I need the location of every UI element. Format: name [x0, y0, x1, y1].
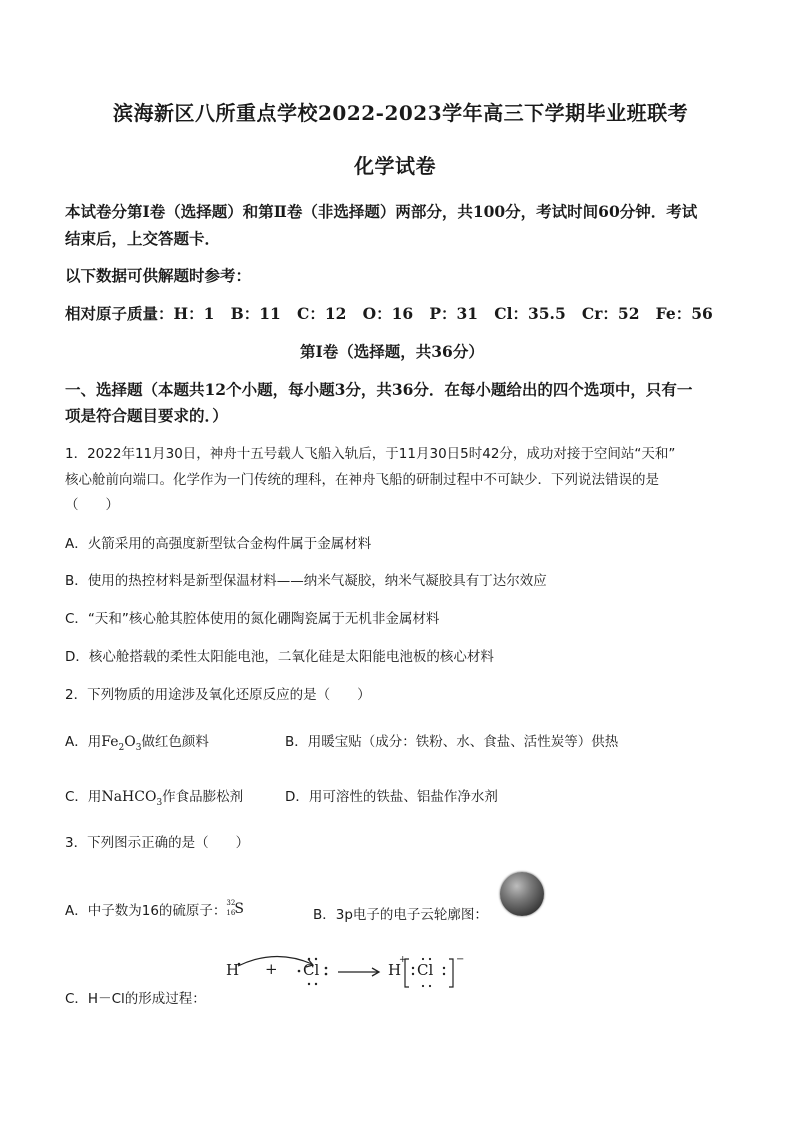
q1-stem-line-3: （ ） [65, 497, 119, 513]
intro-line-1: 本试卷分第Ⅰ卷（选择题）和第Ⅱ卷（非选择题）两部分，共100分，考试时间60分钟．考试 [65, 202, 698, 221]
section-heading: 第Ⅰ卷（选择题，共36分） [300, 342, 484, 361]
electron-cloud-sphere-icon [500, 872, 544, 916]
section-instruction-1: 一、选择题（本题共12个小题，每小题3分，共36分．在每小题给出的四个选项中，只有一 [65, 380, 693, 399]
q1-stem-line-2: 核心舱前向端口。化学作为一门传统的理科，在神舟飞船的研制过程中不可缺少．下列说法错误的是 [65, 472, 659, 488]
q3-option-b: B．3p电子的电子云轮廓图： [313, 907, 488, 923]
q3-option-c: C．H－Cl的形成过程： [65, 991, 206, 1007]
q2-option-b: B．用暖宝贴（成分：铁粉、水、食盐、活性炭等）供热 [285, 734, 619, 750]
q3-option-a: A．中子数为16的硫原子： 32 16 S [65, 899, 245, 919]
q3-stem: 3．下列图示正确的是（ ） [65, 835, 250, 851]
q2-option-a: A．用$Fe_2O_3$做红色颜料 [65, 734, 209, 753]
q1-option-b: B．使用的热控材料是新型保温材料——纳米气凝胶，纳米气凝胶具有丁达尔效应 [65, 573, 547, 589]
exam-subtitle: 化学试卷 [354, 154, 436, 178]
q1-option-c: C．“天和”核心舱其腔体使用的氮化硼陶瓷属于无机非金属材料 [65, 611, 440, 627]
q1-option-d: D．核心舱搭载的柔性太阳能电池，二氧化硅是太阳能电池板的核心材料 [65, 649, 494, 665]
exam-title: 滨海新区八所重点学校2022-2023学年高三下学期毕业班联考 [113, 101, 689, 125]
sulfur-nuclide: 32 16 S [226, 899, 245, 917]
atomic-masses: 相对原子质量：H：1 B：11 C：12 O：16 P：31 Cl：35.5 Cr：52 Fe：56 [65, 304, 713, 323]
intro-line-2: 结束后，上交答题卡． [65, 229, 221, 248]
q1-option-a: A．火箭采用的高强度新型钛合金构件属于金属材料 [65, 536, 372, 552]
q2-option-d: D．用可溶性的铁盐、铝盐作净水剂 [285, 789, 498, 805]
q1-stem-line-1: 1．2022年11月30日，神舟十五号载人飞船入轨后，于11月30日5时42分，成功对接于空间站“天和” [65, 446, 676, 462]
hcl-formation-diagram: H + Cl H + Cl − [220, 950, 470, 1002]
reference-note: 以下数据可供解题时参考： [65, 266, 252, 285]
q2-option-c: C．用NaHCO$_3$作食品膨松剂 [65, 789, 244, 808]
section-instruction-2: 项是符合题目要求的．） [65, 406, 228, 425]
q2-stem: 2．下列物质的用途涉及氧化还原反应的是（ ） [65, 687, 371, 703]
